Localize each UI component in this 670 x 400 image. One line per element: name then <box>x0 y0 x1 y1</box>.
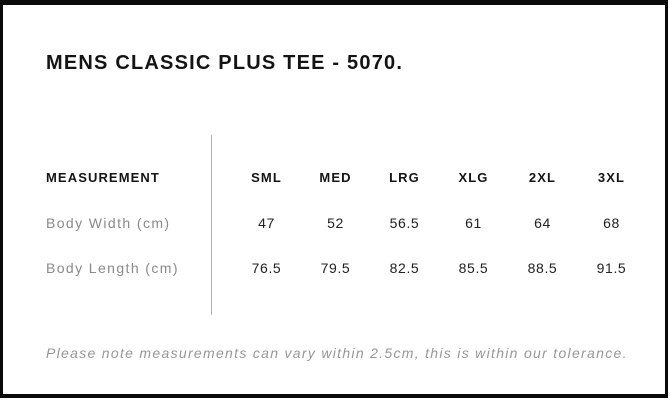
table-row-body-length <box>0 245 670 290</box>
body-width-xlg: 61 <box>465 214 482 231</box>
size-header-med: MED <box>319 170 352 185</box>
row-label-body-length: Body Length (cm) <box>46 259 179 276</box>
body-length-med: 79.5 <box>320 259 351 276</box>
tolerance-note: Please note measurements can vary within 2.5cm, this is within our tolerance. <box>46 345 628 361</box>
body-width-med: 52 <box>327 214 344 231</box>
body-length-2xl: 88.5 <box>527 259 558 276</box>
body-width-sml: 47 <box>258 214 275 231</box>
size-header-3xl: 3XL <box>597 170 626 185</box>
body-length-3xl: 91.5 <box>596 259 627 276</box>
product-title: MENS CLASSIC PLUS TEE - 5070. <box>46 52 404 74</box>
size-header-sml: SML <box>251 170 282 185</box>
body-length-xlg: 85.5 <box>458 259 489 276</box>
size-header-xlg: XLG <box>458 170 489 185</box>
row-label-body-width: Body Width (cm) <box>46 214 171 231</box>
body-length-sml: 76.5 <box>251 259 282 276</box>
measurement-column-header: MEASUREMENT <box>46 170 160 185</box>
size-chart-table <box>0 135 670 290</box>
body-width-lrg: 56.5 <box>389 214 420 231</box>
size-header-2xl: 2XL <box>528 170 557 185</box>
body-width-3xl: 68 <box>603 214 620 231</box>
body-width-2xl: 64 <box>534 214 551 231</box>
size-header-lrg: LRG <box>389 170 420 185</box>
table-header-row <box>0 155 670 200</box>
table-row-body-width <box>0 200 670 245</box>
body-length-lrg: 82.5 <box>389 259 420 276</box>
